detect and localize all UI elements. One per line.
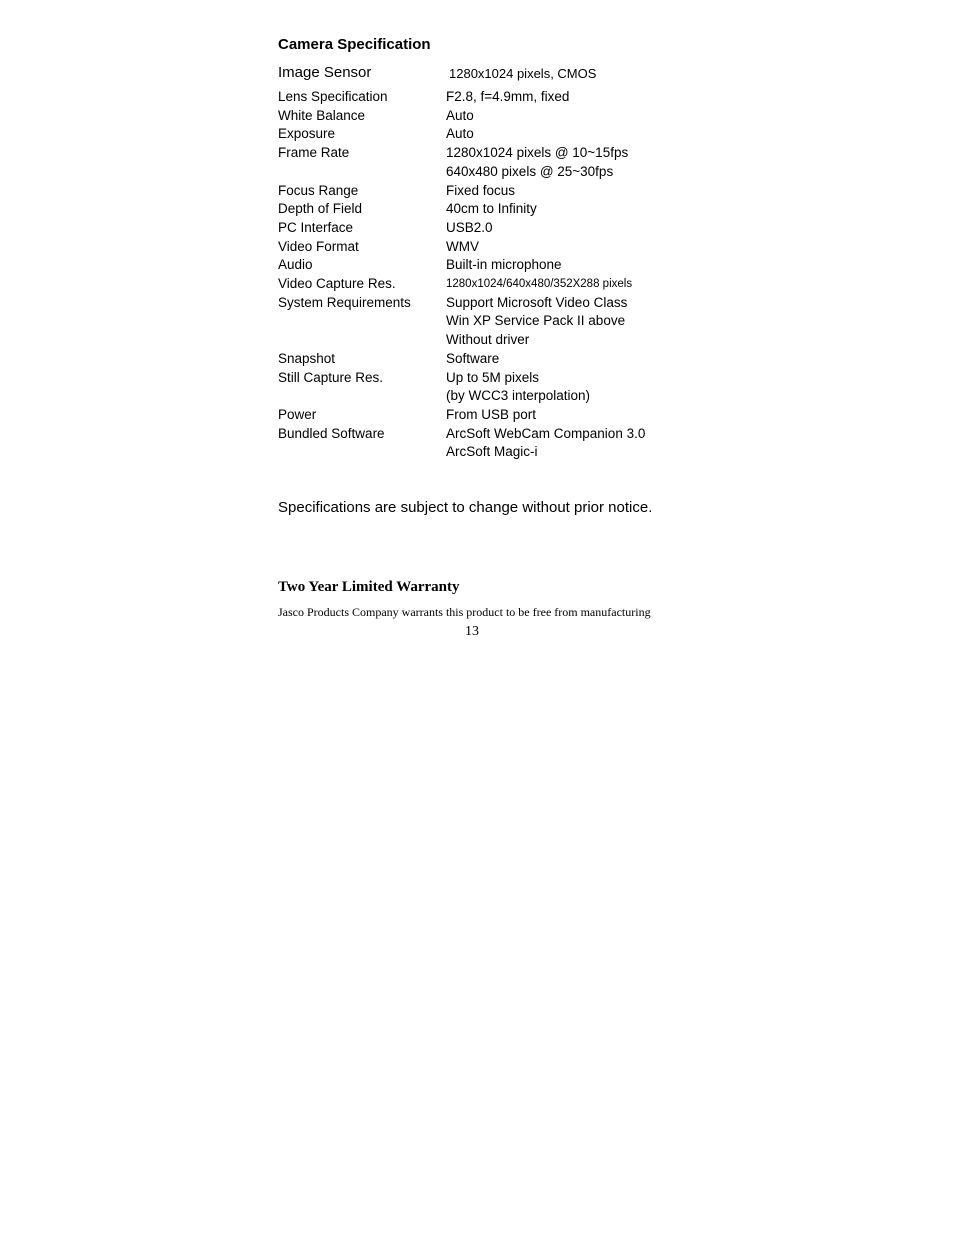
spec-value: Auto <box>446 107 474 123</box>
warranty-title: Two Year Limited Warranty <box>278 579 460 595</box>
spec-label: Snapshot <box>278 350 336 366</box>
spec-list <box>278 88 698 462</box>
spec-label: Audio <box>278 257 313 273</box>
section-heading: Camera Specification <box>278 36 431 53</box>
spec-row <box>278 369 698 406</box>
spec-row <box>278 425 698 462</box>
spec-values <box>446 425 698 462</box>
spec-value: 1280x1024/640x480/352X288 pixels <box>446 278 633 291</box>
page-number: 13 <box>465 624 479 639</box>
spec-values <box>446 219 698 238</box>
spec-row <box>278 182 698 201</box>
spec-row <box>278 294 698 350</box>
spec-values <box>446 369 698 406</box>
spec-value: Without driver <box>446 332 530 348</box>
spec-label: Power <box>278 406 317 422</box>
spec-label: Exposure <box>278 126 336 142</box>
spec-value: Built-in microphone <box>446 257 562 273</box>
spec-values <box>446 350 698 369</box>
spec-label: Bundled Software <box>278 425 385 441</box>
spec-values <box>446 256 698 275</box>
spec-value: WMV <box>446 238 479 254</box>
spec-value: Support Microsoft Video Class <box>446 294 628 310</box>
spec-row <box>278 88 698 107</box>
spec-value: ArcSoft Magic-i <box>446 444 538 460</box>
spec-label: System Requirements <box>278 294 411 310</box>
spec-values <box>446 200 698 219</box>
spec-values <box>446 238 698 257</box>
change-notice: Specifications are subject to change without prior notice. <box>278 499 653 516</box>
spec-row <box>278 350 698 369</box>
spec-value: Fixed focus <box>446 182 516 198</box>
spec-value: From USB port <box>446 406 537 422</box>
spec-value: ArcSoft WebCam Companion 3.0 <box>446 425 646 441</box>
spec-values <box>446 406 698 425</box>
spec-row <box>278 200 698 219</box>
spec-label: Still Capture Res. <box>278 369 384 385</box>
spec-row <box>278 238 698 257</box>
spec-values <box>446 144 698 181</box>
spec-value: USB2.0 <box>446 219 493 235</box>
spec-row <box>278 144 698 181</box>
spec-value: 40cm to Infinity <box>446 201 537 217</box>
spec-label: White Balance <box>278 107 366 123</box>
spec-row <box>278 256 698 275</box>
spec-label: Video Capture Res. <box>278 276 396 292</box>
spec-value: 1280x1024 pixels @ 10~15fps <box>446 145 629 161</box>
spec-row <box>278 125 698 144</box>
spec-label: Video Format <box>278 238 359 254</box>
spec-value: Win XP Service Pack II above <box>446 313 626 329</box>
spec-label: Lens Specification <box>278 89 388 104</box>
spec-value: Up to 5M pixels <box>446 369 540 385</box>
spec-label: Depth of Field <box>278 201 363 217</box>
spec-row <box>278 107 698 126</box>
spec-label: Frame Rate <box>278 145 350 161</box>
spec-label: PC Interface <box>278 219 354 235</box>
spec-value: Software <box>446 350 500 366</box>
warranty-text: Jasco Products Company warrants this product to be free from manufacturing <box>278 605 651 619</box>
image-sensor-value: 1280x1024 pixels, CMOS <box>449 66 597 81</box>
spec-values <box>446 125 698 144</box>
spec-values <box>446 294 698 350</box>
spec-values <box>446 88 698 107</box>
spec-values <box>446 182 698 201</box>
spec-row <box>278 219 698 238</box>
spec-values <box>446 275 698 294</box>
spec-value: 640x480 pixels @ 25~30fps <box>446 163 614 179</box>
spec-row <box>278 406 698 425</box>
spec-values <box>446 107 698 126</box>
spec-label: Focus Range <box>278 182 359 198</box>
spec-row <box>278 275 698 294</box>
image-sensor-label: Image Sensor <box>278 64 372 81</box>
spec-value: F2.8, f=4.9mm, fixed <box>446 89 570 104</box>
spec-value: (by WCC3 interpolation) <box>446 388 591 404</box>
spec-value: Auto <box>446 126 474 142</box>
